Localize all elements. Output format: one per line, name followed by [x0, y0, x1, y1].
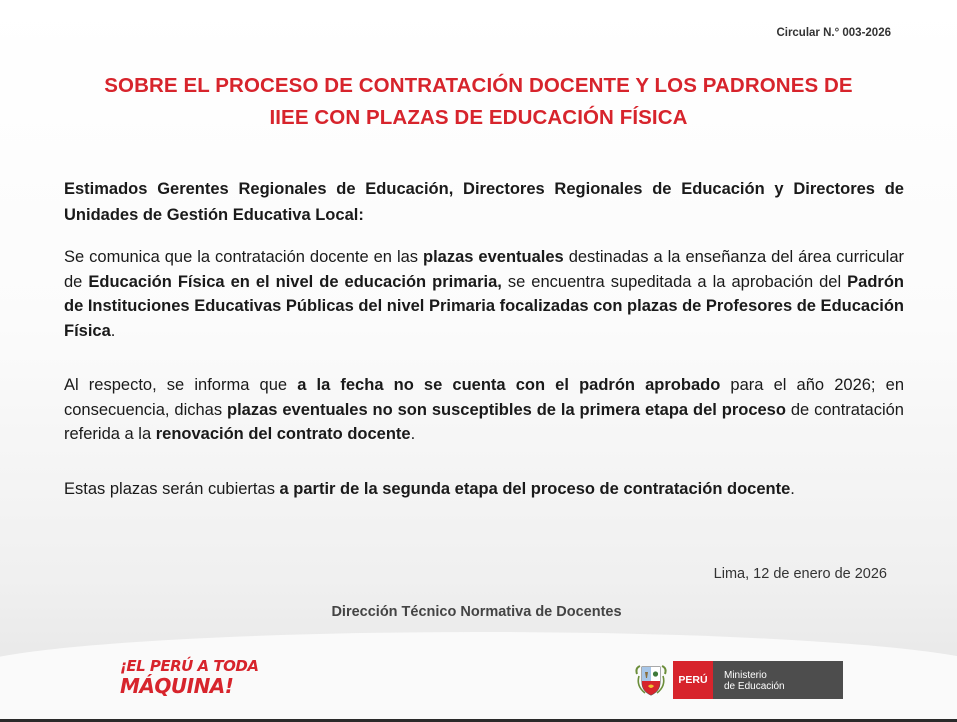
slogan-line-1: ¡EL PERÚ A TODA	[120, 657, 259, 675]
text-run: de contratación referida a la	[64, 400, 904, 443]
text-run: Al respecto, se informa que	[64, 376, 298, 394]
slogan-line-2: MÁQUINA!	[120, 674, 234, 698]
text-run: .	[110, 321, 116, 340]
title-line-2: IIEE CON PLAZAS DE EDUCACIÓN FÍSICA	[269, 106, 688, 129]
date-line: Lima, 12 de enero de 2026	[713, 566, 887, 582]
text-run: se encuentra supeditada a la aprobación del	[501, 272, 848, 291]
bold-text-run: a partir de la segunda etapa del proceso de contratación docente	[279, 480, 791, 498]
greeting: Estimados Gerentes Regionales de Educación, Directores Regionales de Educación y Directores de Unidades de Gestión Educativa Local:	[64, 180, 904, 224]
bold-text-run: plazas eventuales no son susceptibles de la primera etapa del proceso	[227, 400, 786, 419]
ministry-line-1: Ministerio	[724, 670, 767, 681]
bold-text-run: a la fecha no se cuenta con el padrón aprobado	[297, 376, 721, 394]
text-run: destinadas a la enseñanza del área curricular de	[64, 248, 904, 291]
ministry-box	[713, 661, 843, 699]
circular-number: Circular N.° 003-2026	[776, 27, 891, 39]
paragraph-1	[64, 245, 904, 343]
slogan	[120, 656, 258, 696]
peru-box: PERÚ	[673, 661, 713, 699]
title-line-1: SOBRE EL PROCESO DE CONTRATACIÓN DOCENTE Y LOS PADRONES DE	[104, 74, 853, 97]
text-run: para el año 2026; en consecuencia, dichas	[64, 376, 905, 419]
paragraph-3	[64, 477, 904, 502]
bold-text-run: Padrón de Instituciones Educativas Públicas del nivel Primaria focalizadas con plazas de Profesores de Educación Física	[64, 272, 905, 340]
text-run: Se comunica que la contratación docente en las	[64, 248, 424, 266]
document-title	[0, 70, 957, 134]
text-run: .	[410, 425, 416, 443]
ministry-logo	[633, 660, 843, 700]
bold-text-run: Educación Física en el nivel de educación primaria,	[88, 272, 502, 291]
text-run: .	[790, 480, 795, 498]
paragraph-2	[64, 373, 904, 447]
coat-of-arms-icon	[633, 662, 669, 698]
bold-text-run: plazas eventuales	[423, 248, 564, 266]
text-run: Estas plazas serán cubiertas	[64, 480, 280, 498]
ministry-line-2: de Educación	[724, 681, 785, 692]
bold-text-run: renovación del contrato docente	[155, 425, 411, 443]
signature: Dirección Técnico Normativa de Docentes	[331, 604, 622, 620]
